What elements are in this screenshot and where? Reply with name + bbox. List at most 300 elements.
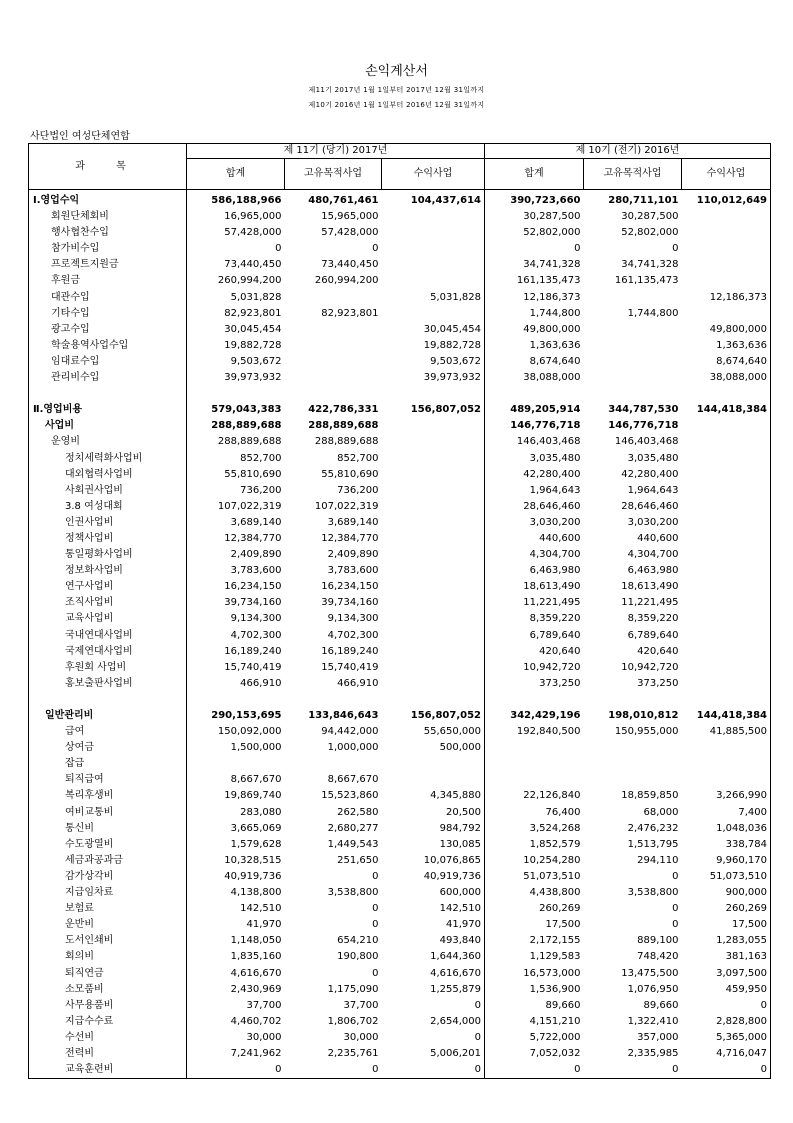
row-value: 18,613,490 bbox=[621, 581, 679, 593]
row-label: 여비교통비 bbox=[65, 806, 114, 818]
row-value: 3,097,500 bbox=[716, 967, 767, 979]
header-current-period: 제 11기 (당기) 2017년 bbox=[187, 144, 485, 159]
row-value: 290,153,695 bbox=[187, 708, 285, 724]
table-row bbox=[29, 805, 771, 821]
row-value: 390,723,660 bbox=[485, 190, 584, 210]
row-value: 1,363,636 bbox=[485, 338, 584, 354]
row-value: 0 bbox=[372, 903, 379, 915]
row-value: 466,910 bbox=[337, 677, 379, 689]
header-col-nonprofit-current: 고유목적사업 bbox=[285, 159, 382, 190]
row-value: 294,110 bbox=[637, 854, 679, 866]
row-value: 16,573,000 bbox=[485, 966, 584, 982]
row-value: 586,188,966 bbox=[187, 190, 285, 210]
row-value: 260,994,200 bbox=[314, 275, 379, 287]
income-statement-table bbox=[28, 143, 771, 1079]
row-value bbox=[382, 692, 485, 708]
header-previous-period: 제 10기 (전기) 2016년 bbox=[485, 144, 771, 159]
row-value: 288,889,688 bbox=[314, 436, 379, 448]
row-value bbox=[682, 209, 771, 225]
row-value: 30,000 bbox=[187, 1030, 285, 1046]
row-value: 192,840,500 bbox=[485, 724, 584, 740]
row-value: 3,035,480 bbox=[627, 452, 679, 464]
row-value: 0 bbox=[672, 870, 679, 882]
row-value: 161,135,473 bbox=[485, 273, 584, 289]
row-value: 459,950 bbox=[725, 983, 767, 995]
row-value: 15,523,860 bbox=[321, 790, 379, 802]
row-value bbox=[382, 676, 485, 692]
row-value: 440,600 bbox=[637, 532, 679, 544]
row-value bbox=[382, 579, 485, 595]
row-value bbox=[285, 354, 382, 370]
row-value: 251,650 bbox=[337, 854, 379, 866]
row-label: 세금과공과금 bbox=[65, 854, 123, 866]
table-row bbox=[29, 837, 771, 853]
row-value: 30,287,500 bbox=[621, 211, 679, 223]
row-value: 15,740,419 bbox=[187, 660, 285, 676]
row-value: 1,513,795 bbox=[627, 838, 679, 850]
row-value: 8,359,220 bbox=[485, 611, 584, 627]
row-value: 4,616,670 bbox=[430, 967, 481, 979]
row-value: 500,000 bbox=[439, 742, 481, 754]
row-label: 정책사업비 bbox=[65, 532, 114, 544]
table-row bbox=[29, 306, 771, 322]
header-col-profit-current: 수익사업 bbox=[382, 159, 485, 190]
row-label: 복리후생비 bbox=[65, 790, 114, 802]
table-row bbox=[29, 1062, 771, 1079]
row-value bbox=[682, 257, 771, 273]
row-value: 600,000 bbox=[439, 887, 481, 899]
organization-name: 사단법인 여성단체연합 bbox=[30, 131, 130, 142]
table-row bbox=[29, 740, 771, 756]
row-value bbox=[187, 692, 285, 708]
row-value: 288,889,688 bbox=[187, 418, 285, 434]
row-value: 5,365,000 bbox=[716, 1031, 767, 1043]
row-value: 16,234,150 bbox=[321, 581, 379, 593]
row-value: 4,702,300 bbox=[187, 628, 285, 644]
row-value: 6,463,980 bbox=[627, 565, 679, 577]
row-value: 22,126,840 bbox=[485, 788, 584, 804]
row-value bbox=[584, 322, 682, 338]
row-value: 16,189,240 bbox=[321, 645, 379, 657]
row-value bbox=[285, 322, 382, 338]
header-account: 과 목 bbox=[29, 144, 187, 190]
row-value: 5,722,000 bbox=[485, 1030, 584, 1046]
row-value: 1,363,636 bbox=[716, 339, 767, 351]
table-row bbox=[29, 386, 771, 402]
row-label: 국제연대사업비 bbox=[65, 645, 133, 657]
row-value: 9,503,672 bbox=[187, 354, 285, 370]
row-label: 수선비 bbox=[65, 1031, 94, 1043]
row-value bbox=[682, 225, 771, 241]
table-row bbox=[29, 1014, 771, 1030]
row-label: 관리비수입 bbox=[51, 372, 100, 384]
row-value bbox=[682, 451, 771, 467]
row-value: 1,076,950 bbox=[627, 983, 679, 995]
row-value bbox=[682, 692, 771, 708]
row-value: 0 bbox=[760, 1064, 767, 1076]
row-value: 0 bbox=[372, 870, 379, 882]
row-value bbox=[584, 772, 682, 788]
table-row bbox=[29, 788, 771, 804]
row-value bbox=[682, 306, 771, 322]
row-value: 18,613,490 bbox=[485, 579, 584, 595]
row-value: 150,955,000 bbox=[614, 726, 679, 738]
row-value: 3,266,990 bbox=[716, 790, 767, 802]
row-value: 1,129,583 bbox=[485, 949, 584, 965]
row-value: 2,409,890 bbox=[327, 549, 379, 561]
table-row bbox=[29, 853, 771, 869]
row-label: 잡급 bbox=[65, 758, 85, 770]
table-row bbox=[29, 290, 771, 306]
row-value bbox=[682, 467, 771, 483]
row-value: 12,384,770 bbox=[321, 532, 379, 544]
row-value: 9,134,300 bbox=[187, 611, 285, 627]
row-value: 420,640 bbox=[485, 644, 584, 660]
row-value: 3,689,140 bbox=[327, 516, 379, 528]
row-value: 900,000 bbox=[725, 887, 767, 899]
row-value: 0 bbox=[760, 999, 767, 1011]
row-value: 8,667,670 bbox=[327, 774, 379, 786]
row-value: 150,092,000 bbox=[187, 724, 285, 740]
row-value: 30,045,454 bbox=[187, 322, 285, 338]
row-label: 조직사업비 bbox=[65, 597, 114, 609]
row-value bbox=[584, 692, 682, 708]
period-previous: 제10기 2016년 1월 1일부터 2016년 12월 31일까지 bbox=[308, 101, 485, 109]
row-value: 1,806,702 bbox=[327, 1015, 379, 1027]
row-label: 후원회 사업비 bbox=[65, 661, 127, 673]
row-label: 인권사업비 bbox=[65, 516, 114, 528]
row-value: 4,616,670 bbox=[187, 966, 285, 982]
row-value: 41,970 bbox=[187, 917, 285, 933]
row-value: 30,045,454 bbox=[423, 323, 481, 335]
row-value bbox=[682, 434, 771, 450]
row-value: 110,012,649 bbox=[696, 195, 767, 206]
table-row bbox=[29, 1046, 771, 1062]
row-value bbox=[485, 740, 584, 756]
table-row bbox=[29, 1030, 771, 1046]
row-value: 52,802,000 bbox=[621, 227, 679, 239]
row-value: 37,700 bbox=[343, 999, 379, 1011]
row-value: 1,048,036 bbox=[716, 822, 767, 834]
row-label: 운반비 bbox=[65, 919, 94, 931]
row-value: 736,200 bbox=[187, 483, 285, 499]
row-value: 38,088,000 bbox=[485, 370, 584, 386]
row-value: 2,476,232 bbox=[627, 822, 679, 834]
row-value: 9,134,300 bbox=[327, 613, 379, 625]
row-label: 후원금 bbox=[51, 275, 80, 287]
row-value bbox=[584, 740, 682, 756]
row-value: 57,428,000 bbox=[187, 225, 285, 241]
row-label: 일반관리비 bbox=[45, 710, 94, 721]
row-value bbox=[382, 563, 485, 579]
row-value bbox=[682, 241, 771, 257]
row-value bbox=[682, 386, 771, 402]
row-value: 6,789,640 bbox=[627, 629, 679, 641]
row-value: 3,665,069 bbox=[187, 821, 285, 837]
table-row bbox=[29, 190, 771, 210]
row-value bbox=[382, 418, 485, 434]
row-value: 654,210 bbox=[337, 935, 379, 947]
row-value bbox=[382, 531, 485, 547]
row-label: 지급수수료 bbox=[65, 1015, 114, 1027]
period-current: 제11기 2017년 1월 1일부터 2017년 12월 31일까지 bbox=[308, 86, 485, 94]
row-value bbox=[485, 772, 584, 788]
row-value: 28,646,460 bbox=[621, 500, 679, 512]
row-value: 260,994,200 bbox=[187, 273, 285, 289]
table-row bbox=[29, 676, 771, 692]
row-value: 984,792 bbox=[439, 822, 481, 834]
row-value bbox=[285, 338, 382, 354]
row-label: 학술용역사업수입 bbox=[51, 339, 129, 351]
table-row bbox=[29, 660, 771, 676]
row-value: 1,744,800 bbox=[627, 307, 679, 319]
row-value: 11,221,495 bbox=[485, 595, 584, 611]
row-value: 4,438,800 bbox=[485, 885, 584, 901]
row-value: 1,500,000 bbox=[187, 740, 285, 756]
row-label: 보험료 bbox=[65, 903, 94, 915]
table-row bbox=[29, 885, 771, 901]
row-value: 3,538,800 bbox=[327, 887, 379, 899]
row-label: 임대료수입 bbox=[51, 355, 100, 367]
row-value bbox=[382, 257, 485, 273]
row-label: 통일평화사업비 bbox=[65, 549, 133, 561]
row-label: 퇴직급여 bbox=[65, 774, 104, 786]
row-value bbox=[285, 386, 382, 402]
row-value: 49,800,000 bbox=[709, 323, 767, 335]
table-row bbox=[29, 628, 771, 644]
row-label: 회원단체회비 bbox=[51, 211, 109, 223]
row-value bbox=[382, 225, 485, 241]
table-row bbox=[29, 418, 771, 434]
row-label: 사무용품비 bbox=[65, 999, 114, 1011]
row-value: 41,885,500 bbox=[709, 726, 767, 738]
row-value bbox=[682, 660, 771, 676]
row-label: 광고수입 bbox=[51, 323, 90, 335]
row-value: 3,783,600 bbox=[187, 563, 285, 579]
row-value: 381,163 bbox=[725, 951, 767, 963]
row-value: 198,010,812 bbox=[608, 710, 679, 721]
row-value: 1,964,643 bbox=[485, 483, 584, 499]
row-value: 2,235,761 bbox=[327, 1047, 379, 1059]
row-value bbox=[682, 772, 771, 788]
row-value bbox=[382, 241, 485, 257]
row-value: 4,138,800 bbox=[187, 885, 285, 901]
table-row bbox=[29, 917, 771, 933]
row-value bbox=[682, 676, 771, 692]
row-value bbox=[584, 338, 682, 354]
table-row bbox=[29, 579, 771, 595]
document-title: 손익계산서 bbox=[365, 64, 428, 79]
row-value: 39,734,160 bbox=[321, 597, 379, 609]
row-value: 5,031,828 bbox=[187, 290, 285, 306]
row-value: 73,440,450 bbox=[187, 257, 285, 273]
row-value: 2,172,155 bbox=[485, 933, 584, 949]
header-col-total-current: 합계 bbox=[187, 159, 285, 190]
table-row bbox=[29, 225, 771, 241]
row-value bbox=[382, 451, 485, 467]
row-value: 146,776,718 bbox=[608, 420, 679, 432]
row-value bbox=[382, 628, 485, 644]
row-label: Ⅱ.영업비용 bbox=[33, 404, 83, 416]
table-row bbox=[29, 354, 771, 370]
table-row bbox=[29, 322, 771, 338]
row-label: 교육훈련비 bbox=[65, 1064, 114, 1076]
table-row bbox=[29, 611, 771, 627]
table-row bbox=[29, 434, 771, 450]
row-label: 대관수입 bbox=[51, 291, 90, 303]
row-value: 17,500 bbox=[732, 919, 767, 931]
table-row bbox=[29, 982, 771, 998]
row-value: 373,250 bbox=[485, 676, 584, 692]
row-value: 0 bbox=[372, 243, 379, 255]
row-value: 0 bbox=[372, 967, 379, 979]
row-label: 퇴직연금 bbox=[65, 967, 104, 979]
row-value: 4,345,880 bbox=[430, 790, 481, 802]
table-row bbox=[29, 451, 771, 467]
row-value: 493,840 bbox=[439, 935, 481, 947]
row-value: 2,680,277 bbox=[327, 822, 379, 834]
row-label: 행사협찬수입 bbox=[51, 227, 109, 239]
row-value: 4,304,700 bbox=[485, 547, 584, 563]
row-value: 0 bbox=[474, 1064, 481, 1076]
row-value bbox=[382, 273, 485, 289]
row-value: 889,100 bbox=[637, 935, 679, 947]
row-value: 3,783,600 bbox=[327, 565, 379, 577]
row-label bbox=[29, 386, 187, 402]
row-value: 12,384,770 bbox=[187, 531, 285, 547]
row-value: 1,579,628 bbox=[187, 837, 285, 853]
row-value: 1,536,900 bbox=[485, 982, 584, 998]
row-value bbox=[682, 515, 771, 531]
row-value: 15,740,419 bbox=[321, 661, 379, 673]
row-value: 3,030,200 bbox=[485, 515, 584, 531]
row-value: 1,322,410 bbox=[627, 1015, 679, 1027]
row-value: 104,437,614 bbox=[410, 195, 481, 206]
row-value: 19,869,740 bbox=[187, 788, 285, 804]
row-label: 소모품비 bbox=[65, 983, 104, 995]
row-value: 7,052,032 bbox=[485, 1046, 584, 1062]
row-label: 국내연대사업비 bbox=[65, 629, 133, 641]
row-value: 39,973,932 bbox=[187, 370, 285, 386]
row-label: Ⅰ.영업수익 bbox=[33, 195, 80, 206]
table-row bbox=[29, 338, 771, 354]
row-value: 142,510 bbox=[187, 901, 285, 917]
table-row bbox=[29, 869, 771, 885]
row-value: 52,802,000 bbox=[485, 225, 584, 241]
row-label: 대외협력사업비 bbox=[65, 468, 133, 480]
statement-body bbox=[29, 190, 771, 1079]
row-label: 운영비 bbox=[51, 436, 80, 448]
table-row bbox=[29, 531, 771, 547]
row-value: 1,644,360 bbox=[430, 951, 481, 963]
table-row bbox=[29, 966, 771, 982]
row-value: 0 bbox=[372, 919, 379, 931]
row-value: 51,073,510 bbox=[709, 870, 767, 882]
row-value: 0 bbox=[485, 1062, 584, 1079]
row-value: 422,786,331 bbox=[308, 404, 379, 416]
row-value: 1,852,579 bbox=[485, 837, 584, 853]
row-value: 480,761,461 bbox=[308, 195, 379, 206]
row-label: 통신비 bbox=[65, 822, 94, 834]
row-value bbox=[584, 756, 682, 772]
row-value: 7,400 bbox=[738, 806, 767, 818]
row-value: 342,429,196 bbox=[485, 708, 584, 724]
row-value: 6,789,640 bbox=[485, 628, 584, 644]
row-value bbox=[584, 354, 682, 370]
row-value bbox=[285, 370, 382, 386]
row-value: 489,205,914 bbox=[485, 402, 584, 418]
row-value: 579,043,383 bbox=[187, 402, 285, 418]
row-value bbox=[382, 209, 485, 225]
row-value: 16,965,000 bbox=[187, 209, 285, 225]
row-value: 37,700 bbox=[187, 998, 285, 1014]
row-value: 82,923,801 bbox=[321, 307, 379, 319]
row-value: 748,420 bbox=[637, 951, 679, 963]
row-value: 10,254,280 bbox=[485, 853, 584, 869]
row-value bbox=[382, 515, 485, 531]
row-value: 12,186,373 bbox=[485, 290, 584, 306]
row-value: 5,031,828 bbox=[430, 291, 481, 303]
row-label bbox=[29, 692, 187, 708]
row-value: 107,022,319 bbox=[187, 499, 285, 515]
table-row bbox=[29, 515, 771, 531]
row-value: 1,000,000 bbox=[327, 742, 379, 754]
row-value: 280,711,101 bbox=[608, 195, 679, 206]
row-value: 40,919,736 bbox=[187, 869, 285, 885]
row-label: 감가상각비 bbox=[65, 870, 114, 882]
row-value: 466,910 bbox=[187, 676, 285, 692]
row-value: 8,674,640 bbox=[716, 355, 767, 367]
row-value: 4,460,702 bbox=[187, 1014, 285, 1030]
header-col-profit-previous: 수익사업 bbox=[682, 159, 771, 190]
row-value: 0 bbox=[187, 1062, 285, 1079]
table-row bbox=[29, 821, 771, 837]
row-value bbox=[682, 531, 771, 547]
row-value bbox=[682, 740, 771, 756]
row-value: 5,006,201 bbox=[430, 1047, 481, 1059]
table-row bbox=[29, 708, 771, 724]
row-value bbox=[584, 290, 682, 306]
row-value: 2,335,985 bbox=[627, 1047, 679, 1059]
row-label: 참가비수입 bbox=[51, 243, 100, 255]
row-value: 3,538,800 bbox=[627, 887, 679, 899]
row-value: 8,667,670 bbox=[187, 772, 285, 788]
row-label: 3.8 여성대회 bbox=[65, 500, 123, 512]
row-value bbox=[382, 644, 485, 660]
row-value: 89,660 bbox=[643, 999, 679, 1011]
table-row bbox=[29, 241, 771, 257]
table-row bbox=[29, 901, 771, 917]
row-value: 13,475,500 bbox=[621, 967, 679, 979]
row-label: 프로젝트지원금 bbox=[51, 259, 119, 271]
row-value: 4,304,700 bbox=[627, 549, 679, 561]
row-label: 홍보출판사업비 bbox=[65, 677, 133, 689]
row-value: 2,828,800 bbox=[716, 1015, 767, 1027]
row-value: 30,287,500 bbox=[485, 209, 584, 225]
table-row bbox=[29, 756, 771, 772]
row-value: 39,734,160 bbox=[187, 595, 285, 611]
row-value: 28,646,460 bbox=[485, 499, 584, 515]
row-value: 1,835,160 bbox=[187, 949, 285, 965]
table-row bbox=[29, 998, 771, 1014]
row-value: 17,500 bbox=[485, 917, 584, 933]
row-value bbox=[382, 595, 485, 611]
row-label: 상여금 bbox=[65, 742, 94, 754]
row-value: 1,255,879 bbox=[430, 983, 481, 995]
row-value: 1,283,055 bbox=[716, 935, 767, 947]
table-row bbox=[29, 209, 771, 225]
row-value bbox=[682, 547, 771, 563]
